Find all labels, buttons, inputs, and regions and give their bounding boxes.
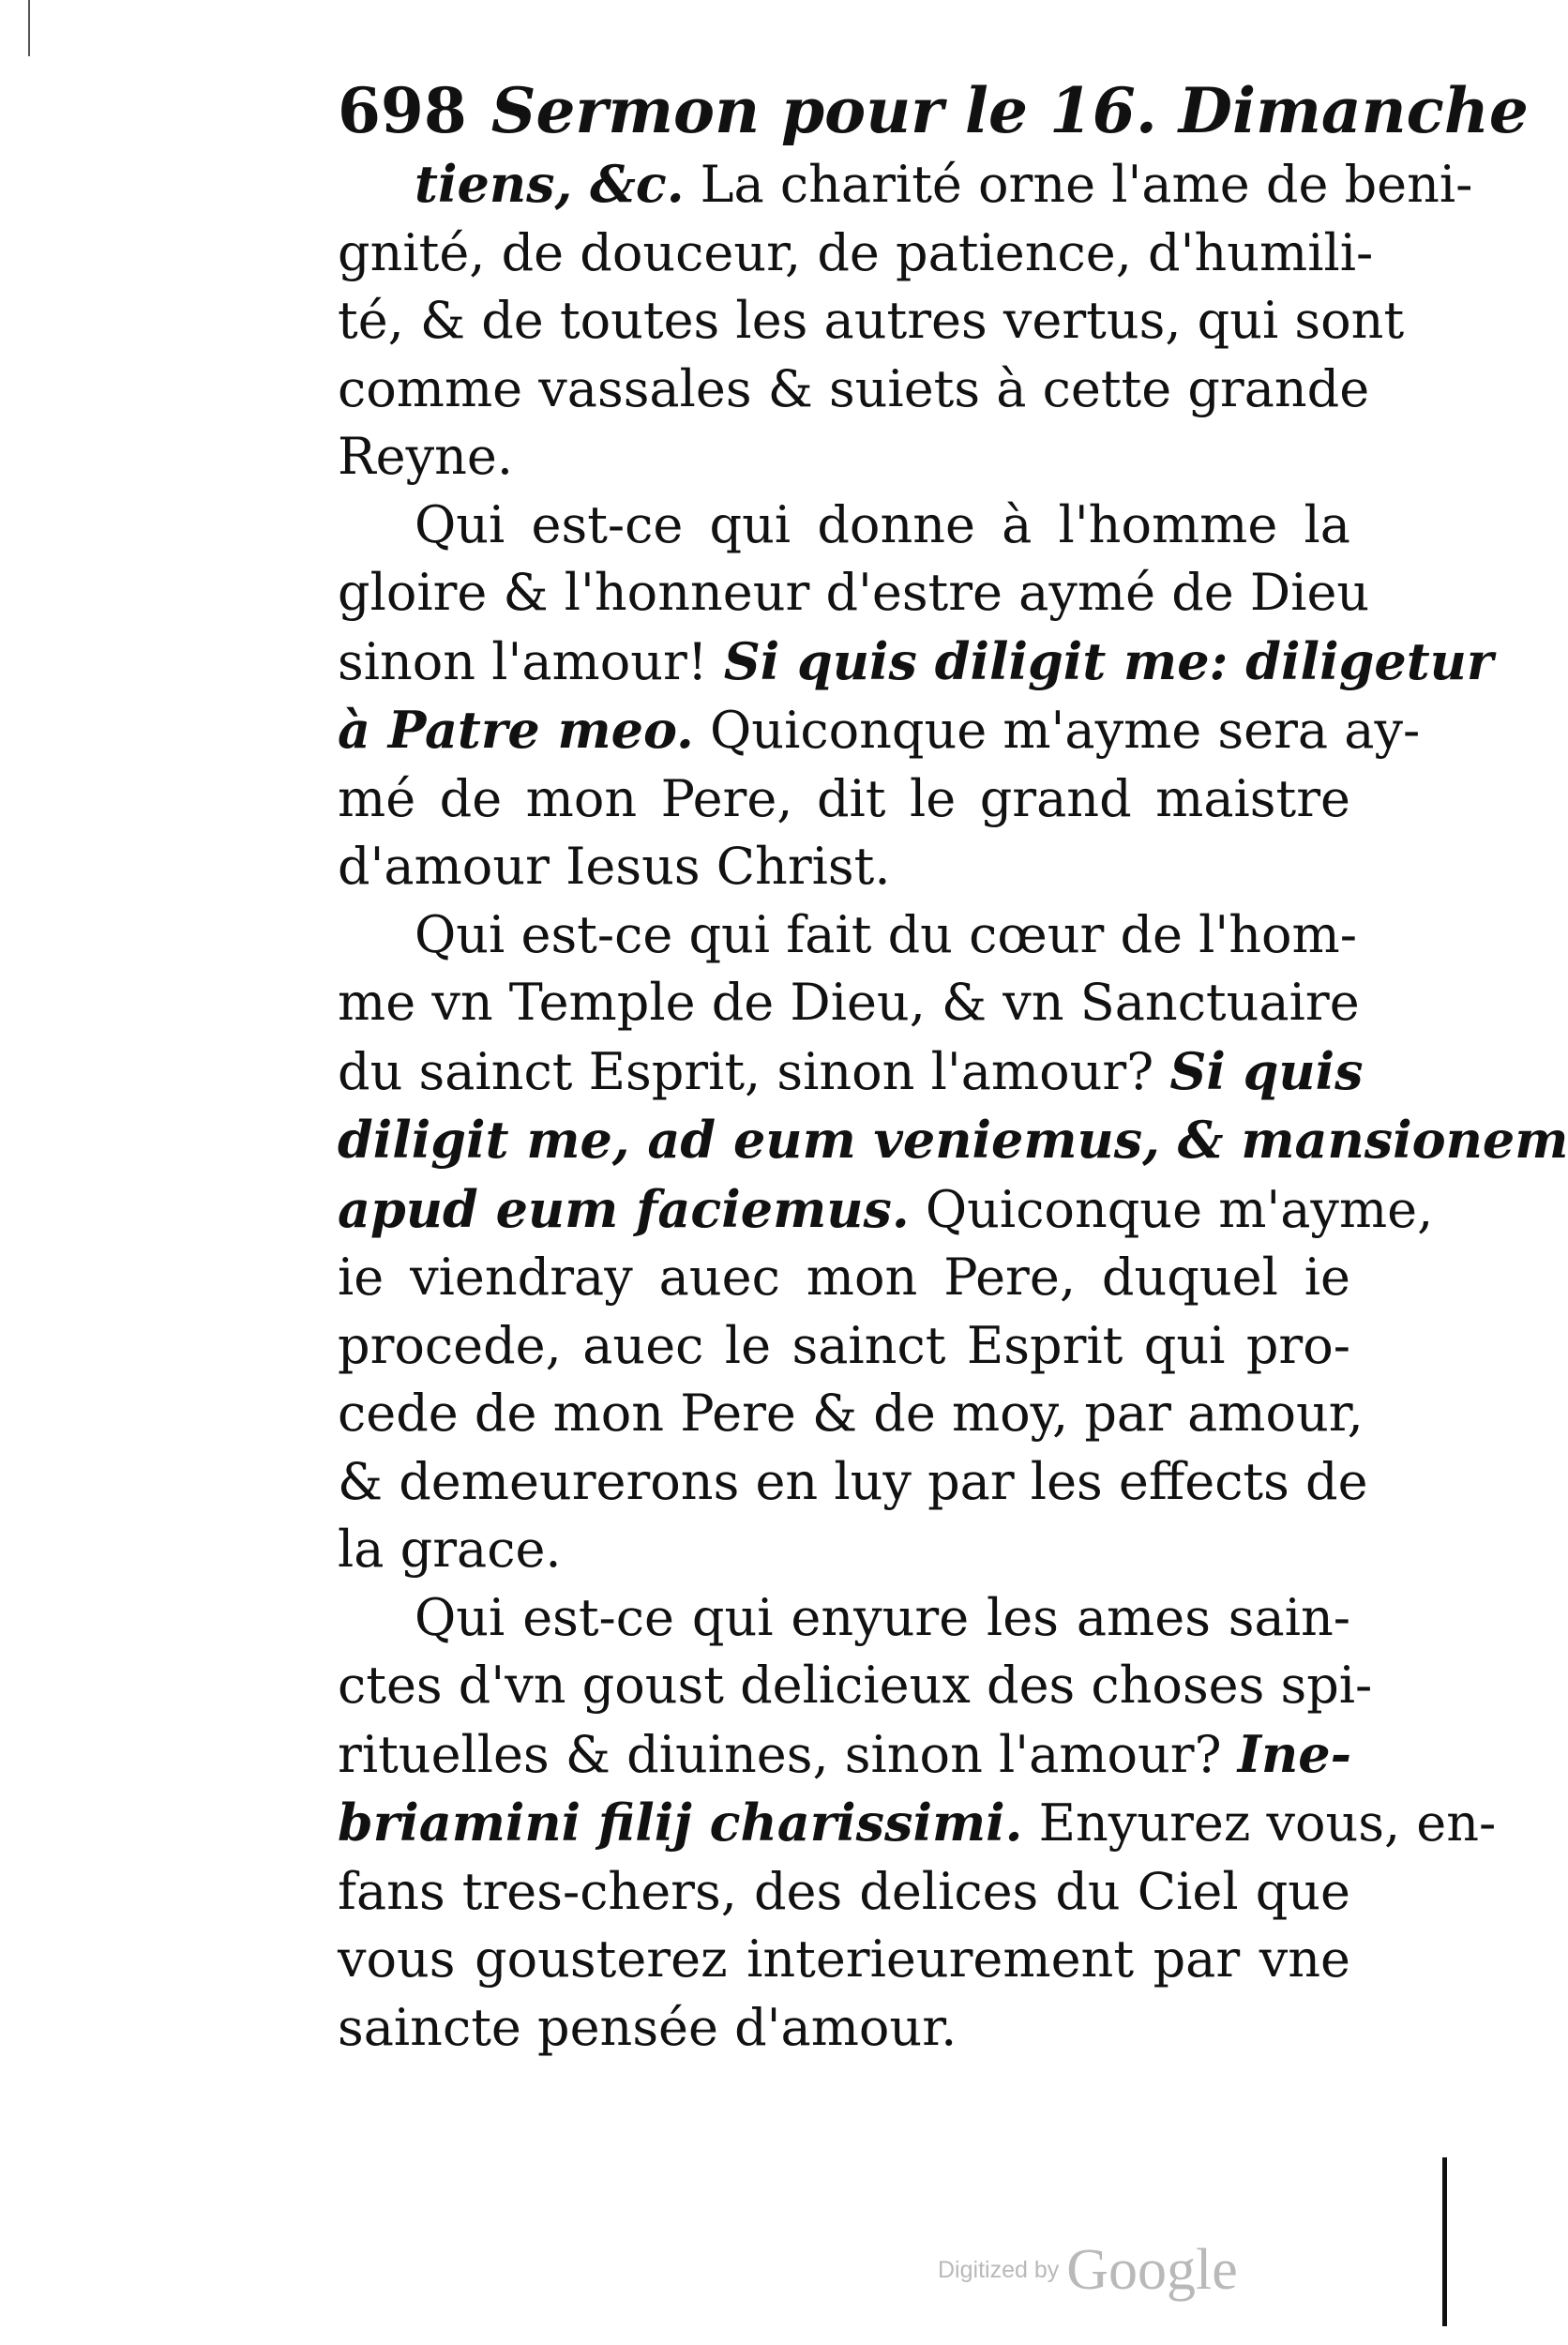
- paragraph: [338, 901, 1568, 1584]
- text-segment: me vn Temple de Dieu, & vn Sanctuaire: [338, 973, 1360, 1032]
- text-segment: fans tres-chers, des delices du Ciel que: [338, 1861, 1350, 1921]
- text-segment: saincte pensée d'amour.: [338, 1997, 957, 2057]
- text-segment: & demeurerons en luy par les effects de: [338, 1451, 1368, 1511]
- text-line: [338, 1106, 1568, 1175]
- text-segment: Quiconque m'ayme,: [909, 1179, 1434, 1239]
- text-segment: Reyne.: [338, 427, 514, 486]
- text-segment: cede de mon Pere & de moy, par amour,: [338, 1384, 1364, 1443]
- text-line: [338, 1175, 1434, 1245]
- latin-quotation: apud eum faciemus.: [338, 1178, 910, 1239]
- text-segment: procede, auec le sainct Esprit qui pro-: [338, 1315, 1350, 1375]
- text-segment: vous gousterez interieurement par vne: [338, 1929, 1350, 1989]
- text-segment: rituelles & diuines, sinon l'amour?: [338, 1724, 1238, 1784]
- text-line: [338, 287, 1405, 356]
- text-line: [338, 1312, 1350, 1381]
- scan-edge-mark: [28, 0, 30, 56]
- text-segment: Enyurez vous, en-: [1022, 1793, 1497, 1853]
- text-segment: ctes d'vn goust delicieux des choses spi-: [338, 1656, 1373, 1715]
- text-segment: la grace.: [338, 1520, 562, 1579]
- text-line: [338, 559, 1370, 628]
- text-line: [338, 1720, 1350, 1790]
- latin-quotation: Si quis diligit me: diligetur: [723, 630, 1494, 691]
- latin-quotation: Si quis: [1169, 1040, 1364, 1101]
- text-segment: Quiconque m'ayme sera ay-: [693, 701, 1421, 760]
- text-line: [338, 1789, 1497, 1858]
- latin-quotation: tiens, &c.: [415, 154, 685, 214]
- text-line: [338, 969, 1360, 1037]
- text-segment: Qui est-ce qui donne à l'homme la: [415, 494, 1350, 554]
- google-logo: Google: [1066, 2238, 1238, 2302]
- text-segment: ie viendray auec mon Pere, duquel ie: [338, 1248, 1350, 1307]
- text-line: [338, 1994, 1350, 2063]
- text-line: [338, 765, 1350, 834]
- text-line: [338, 901, 1358, 970]
- text-line: [338, 1037, 1364, 1107]
- text-segment: comme vassales & suiets à cette grande: [338, 358, 1370, 418]
- text-segment: sinon l'amour!: [338, 631, 724, 691]
- latin-quotation: Ine-: [1237, 1723, 1352, 1784]
- text-segment: du sainct Esprit, sinon l'amour?: [338, 1041, 1170, 1101]
- text-line: [338, 356, 1370, 424]
- latin-quotation: diligit me, ad eum veniemus, & mansionem: [338, 1110, 1568, 1170]
- text-segment: mé de mon Pere, dit le grand maistre: [338, 768, 1350, 828]
- page-body: [338, 150, 1568, 2062]
- text-segment: gloire & l'honneur d'estre aymé de Dieu: [338, 563, 1370, 622]
- paragraph: [338, 492, 1494, 901]
- page-number: 698: [338, 74, 467, 147]
- text-line: [338, 1516, 1350, 1584]
- text-line: [338, 833, 1350, 901]
- text-line: [338, 492, 1350, 560]
- text-segment: té, & de toutes les autres vertus, qui sont: [338, 291, 1405, 350]
- text-segment: gnité, de douceur, de patience, d'humili-: [338, 222, 1374, 282]
- text-line: [338, 1584, 1350, 1653]
- margin-rule: [1442, 2157, 1447, 2326]
- text-line: [338, 219, 1374, 288]
- paragraph: [338, 1584, 1497, 2063]
- text-line: [338, 1858, 1350, 1927]
- digitized-by-google-watermark: [938, 2237, 1238, 2303]
- paragraph: [338, 150, 1473, 492]
- text-line: [338, 1244, 1350, 1312]
- text-line: [338, 423, 1350, 492]
- text-segment: d'amour Iesus Christ.: [338, 837, 891, 896]
- latin-quotation: briamini filij charissimi.: [338, 1793, 1023, 1853]
- text-line: [338, 628, 1494, 697]
- text-line: [338, 1380, 1364, 1448]
- text-line: [338, 1652, 1373, 1720]
- text-line: [338, 696, 1421, 765]
- text-segment: Qui est-ce qui enyure les ames sain-: [415, 1587, 1350, 1647]
- latin-quotation: à Patre meo.: [338, 700, 694, 760]
- running-title: Sermon pour le 16. Dimanche: [490, 74, 1529, 147]
- running-header: [338, 73, 1529, 149]
- text-line: [338, 1448, 1368, 1517]
- digitized-by-label: Digitized by: [938, 2257, 1060, 2283]
- text-line: [338, 1926, 1350, 1994]
- text-line: [338, 150, 1473, 219]
- text-segment: La charité orne l'ame de beni-: [684, 155, 1473, 214]
- text-segment: Qui est-ce qui fait du cœur de l'hom-: [415, 904, 1358, 964]
